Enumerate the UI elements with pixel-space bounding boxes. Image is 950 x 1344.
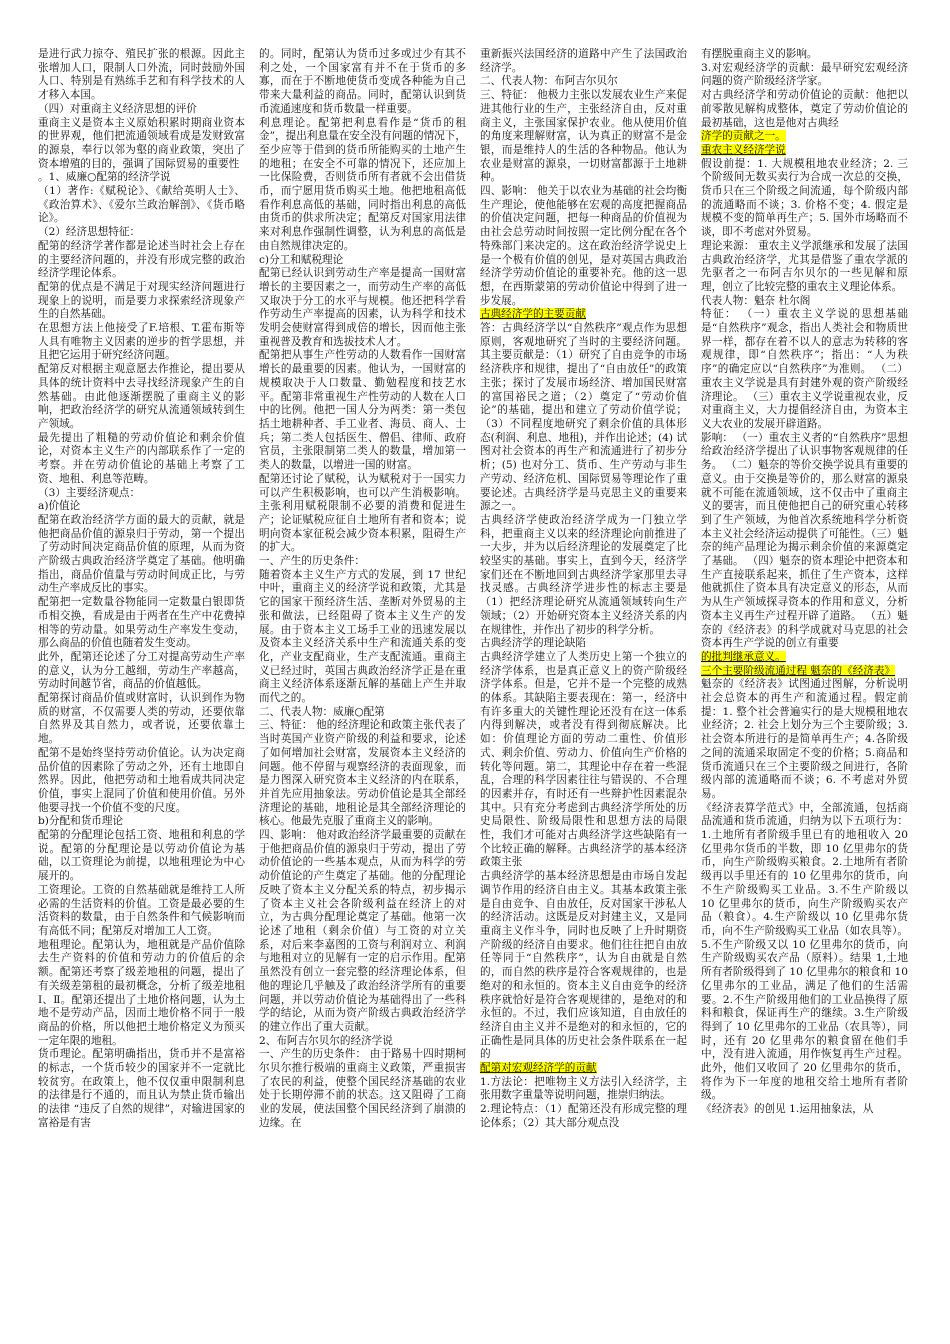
- paragraph: 代表人物：魁奈 杜尔阁: [701, 294, 811, 307]
- paragraph: 货币理论。配第明确指出，货币并不是富裕的标志，一个货币较少的国家并不一定就比较贫穷。在政策上，他不仅仅重申限制利息的法律是行不通的，而且认为禁止货币输出的法律 “违反了自然的规律”，对输进国家的富裕是有害: [38, 1048, 245, 1129]
- paragraph: 重商主义是资本主义原始积累时期商业资本的世界观，他们把流通领域看成是发财致富的源泉，奉行以邻为壑的商业政策，突出了资本增殖的目的，强调了国际贸易的重要性: [38, 116, 245, 170]
- paragraph: 配第的分配理论包括工资、地租和利息的学说。配第的分配理论是以劳动价值论为基础，以工资理论为前提，以地租理论为中心展开的。: [38, 829, 245, 883]
- paragraph: 地租理论。配第认为，地租就是产品价值除去生产资料的价值和劳动力的价值后的余额。配第还考察了级差地租的问题，提出了有关级差第租的最初概念，分析了级差地租Ⅰ、Ⅱ。配第还提出了土地价格问题，认为土地不是劳动产品，因而土地价格不同于一般商品的价格，所以他把土地价格定义为预买一定年限的地租。: [38, 938, 245, 1047]
- highlighted-heading: [701, 665, 908, 679]
- highlight-mark: 三个主要阶级流通过程 魁奈的《经济表》: [701, 664, 896, 677]
- highlight-mark: 重农主义经济学说: [701, 143, 786, 156]
- paragraph: 配第把一定数量谷物能同一定数量白银即货币相交换，看成是由于两者在生产中花费掉相等的劳动量。如果劳动生产率发生变动，那么商品的价值也随着发生变动。: [38, 596, 245, 650]
- text-column-2: [259, 48, 466, 1338]
- paragraph: 二、代表人物：布阿吉尔贝尔: [480, 75, 618, 88]
- highlighted-heading: [701, 130, 908, 144]
- paragraph: 《经济表》的创见 1.运用抽象法，从: [701, 1103, 874, 1116]
- paragraph: 重新振兴法国经济的道路中产生了法国政治经济学。: [480, 48, 687, 74]
- paragraph: 古典经济学的基本经济思想是由市场自发起调节作用的经济自由主义。其基本政策主张是自由竞争、自由放任，反对国家干涉私人的经济活动。这既是反对封建主义，又是同重商主义作斗争，同时也反映了上升时期资产阶级的经济自由要求。他们往往把自由放任等同于“自然秩序”，认为自由就是自然的，而自然的秩序是符合客观规律的，也是绝对的和永恒的。资本主义自由竞争的经济秩序就恰好是符合客观规律的，是绝对的和永恒的。不过，我们应该知道，自由放任的经济自由主义并不是绝对的和永恒的，它的正确性是同具体的历史社会条件联系在一起的: [480, 870, 687, 1061]
- paragraph: 1.方法论：把唯物主义方法引入经济学，主张用数字重量等说明问题，推崇归纳法。: [480, 1075, 687, 1102]
- text-column-3: [480, 48, 687, 1338]
- text-column-1: [38, 48, 245, 1338]
- paragraph: 四、影响： 他关于以农业为基础的社会均衡生产理论，使他能够在宏观的高度把握商品的价值决定问题，把每一种商品的价值视为由社会总劳动时间按照一定比例分配在各个特殊部门来决定的。这在政治经济学说史上是一个极有价值的创见，是对英国古典政治经济学劳动价值论的重要补充。他的这一思想，在西斯蒙第的劳动价值论中得到了进一步发展。: [480, 185, 687, 307]
- document-page: [38, 48, 910, 1338]
- paragraph: （四）对重商主义经济思想的评价: [38, 102, 197, 115]
- paragraph: 配第把从事生产性劳动的人数看作一国财富增长的最重要的因素。他认为，一国财富的规模取决于人口数量、勤勉程度和技艺水平。配第非常重视生产性劳动的人数在人口中的比例。他把一国人分为两类：第一类包括土地耕种者、手工业者、海员、商人、士兵；第二类人包括医生、僧侣、律师、政府官员，主张限制第二类人的数量，增加第一类人的数量，以增进一国的财富。: [259, 349, 466, 472]
- paragraph: 配第在政治经济学方面的最大的贡献，就是他把商品价值的源泉归于劳动，第一个提出了劳动时间决定商品价值的原理，从而为资产阶级古典政治经济学奠定了基础。他明确指出，商品价值量与劳动时间成正比，与劳动生产率成反比的事实。: [38, 513, 245, 595]
- paragraph: 配第的优点是不满足于对现实经济问题进行现象上的说明，而是要力求探索经济现象产生的自然基础。: [38, 280, 245, 321]
- paragraph: b)分配和货币理论: [38, 815, 124, 828]
- paragraph: 有摆脱重商主义的影响。: [701, 48, 818, 60]
- highlighted-heading: [480, 1062, 687, 1076]
- text-column-4: [701, 48, 908, 1338]
- highlight-mark: 的批判继承意义。: [701, 650, 786, 663]
- paragraph: 2.理论特点：（1）配第还没有形成完整的理论体系；（2）其大部分观点没: [480, 1103, 687, 1129]
- paragraph: 3.对宏观经济学的贡献：最早研究宏观经济问题的资产阶级经济学家。: [701, 61, 908, 88]
- paragraph: 二、代表人物：威廉○配第: [259, 705, 385, 718]
- paragraph: 假设前提：1. 大规模租地农业经济；2. 三个阶级间无数买卖行为合成一次总的交换，货币只在三个阶级之间流通，每个阶级内部的流通略而不谈；3. 价格不变；4. 假定是规模不变的简单再生产；5. 国外市场略而不谈，即不考虑对外贸易。: [701, 157, 908, 239]
- paragraph: 2、布阿吉尔贝尔的经济学说: [259, 1034, 393, 1047]
- paragraph: 利息理论。配第把利息看作是“货币的租金”，提出利息量在安全没有问题的情况下，至少应等于借到的货币所能购买的土地产生的地租；在安全不可靠的情况下，还应加上一比保险费，否则货币所有者就不会出借货币，而宁愿用货币购买土地。他把地租高低看作利息高低的基础，同时指出利息的高低由货币的供求所决定；配第反对国家用法律来对利息作强制性调整，认为利息的高低是由自然规律决定的。: [259, 116, 466, 252]
- highlighted-heading: [480, 308, 687, 322]
- paragraph: 随着资本主义生产方式的发展，到 17 世纪中叶，重商主义的经济学说和政策，尤其是它的国家干预经济生活、垄断对外贸易的主张和做法，已经阻碍了资本主义生产的发展。由于资本主义工场手工业的迅速发展以及资本主义经济关系中生产和流通关系的变化，产业支配商业，生产支配流通。重商主义已经过时，英国古典政治经济学正是在重商主义经济体系逐渐瓦解的基础上产生并取而代之的。: [259, 568, 466, 705]
- paragraph: 此外，配第还论述了分工对提高劳动生产率的意义，认为分工越细，劳动生产率越高，劳动时间越节省，商品的价值越低。: [38, 650, 245, 691]
- paragraph: 工资理论。工资的自然基础就是维持工人所必需的生活资料的价值。工资是最必要的生活资料的数量，由于自然条件和气候影响而有高低不同；配第反对增加工人工资。: [38, 883, 245, 937]
- paragraph: 对古典经济学和劳动价值论的贡献：他把以前零散见解构成整体，奠定了劳动价值论的最初基础，这也是他对古典经: [701, 89, 908, 129]
- paragraph: 三、特征： 他极力主张以发展农业生产来促进其他行业的生产，主张经济自由，反对重商主义，主张国家保护农业。他从使用价值的角度来理解财富，认为真正的财富不是金银，而是维持人的生活的各种物品。他认为农业是财富的源泉，一切财富都源于土地耕种。: [480, 89, 687, 184]
- paragraph: 一、产生的历史条件：: [259, 555, 365, 568]
- highlighted-heading: [701, 651, 908, 665]
- paragraph: 配第探讨商品价值或财富时，认识到作为物质的财富，不仅需要人类的劳动，还要依靠自然界及其自然力，或者说，还要依靠土地。: [38, 692, 245, 746]
- paragraph: 特征： （一）重农主义学说的思想基础是“自然秩序”观念，指出人类社会和物质世界一样，都存在着不以人的意志为转移的客观规律，即“自然秩序”；指出：“人为秩序”的确定应以“自然秩序”为准则。 （二）重农主义学说是具有封建外观的资产阶级经济理论。 （三）重农主义学说重视农业，反对重商主义，大力提倡经济自由，为资本主义大农业的发展开辟道路。: [701, 308, 908, 430]
- paragraph: a)价值论: [38, 500, 81, 513]
- paragraph: 三、特征： 他的经济理论和政策主张代表了当时英国产业资产阶级的利益和要求，论述了如何增加社会财富，发展资本主义经济的问题。他不停留与观察经济的表面现象，而是力图深入研究资本主义经济的内在联系，并首先应用抽象法。劳动价值论是其全部经济理论的基础，地租论是其全部经济理论的核心。他最先克服了重商主义的影响。: [259, 719, 466, 828]
- paragraph: 在思想方法上他接受了F.培根、T.霍布斯等人具有唯物主义因素的逆步的哲学思想，并且把它运用于研究经济问题。: [38, 322, 245, 362]
- paragraph: 的。同时，配第认为货币过多或过少有其不利之处，一个国家富有并不在于货币的多寡，而在于不断地使货币变成各种能为自己带来大量利益的商品。同时，配第认识到货币流通速度和货币数量一样重要。: [259, 48, 466, 115]
- highlight-mark: 古典经济学的主要贡献: [480, 308, 586, 321]
- paragraph: （2）经济思想特征：: [38, 226, 141, 239]
- highlight-mark: 配第对宏观经济学的贡献: [480, 1062, 597, 1075]
- paragraph: 古典经济学建立了人类历史上第一个独立的经济学体系，也是真正意义上的资产阶级经济学体系。但是，它并不是一个完整的成熟的体系。其缺陷主要表现在：第一，经济中有许多重大的关键性理论还没有在这一体系内得到解决，或者没有得到彻底解决。比如：价值理论方面的劳动二重性、价值形式、剩余价值、劳动力、价值向生产价格的转化等问题。第二，其理论中存在着一些混乱，合理的科学因素往往与错误的、不合理的因素并存，有时还有一些辩护性因素混杂其中。只有充分考虑到古典经济学所处的历史局限性、阶级局限性和思想方法的局限性，我们才可能对古典经济学这些缺陷有一个比较正确的解释。古典经济学的基本经济政策主张: [480, 650, 687, 869]
- paragraph: 配第还讨论了赋税，认为赋税对于一国实力可以产生积极影响，也可以产生消极影响。主张利用赋税限制不必要的消费和促进生产；论证赋税应征自土地所有者和资本；说明向资本家征税会减少资本积累，阻碍生产的扩大。: [259, 472, 466, 554]
- paragraph: 是进行武力掠夺、殖民扩张的根源。因此主张增加人口，限制人口外流，同时鼓励外国人口、特别是有熟练手艺和有科学技术的人才移入本国。: [38, 48, 245, 102]
- paragraph: 古典经济学使政治经济学成为一门独立学科，把重商主义以来的经济理论向前推进了一大步，并为以后经济理论的发展奠定了比较坚实的基础。事实上，直到今天，经济学家们还在不断地回到古典经济学家那里去寻找灵感。古典经济学进步性的标志主要是（1）把经济理论研究从流通领域转向生产领域；（2）开始研究资本主义经济关系的内在规律性，并作出了初步的科学分析。: [480, 513, 687, 636]
- paragraph: 古典经济学的理论缺陷: [480, 637, 586, 650]
- paragraph: 配第反对根据主观意愿去作推论，提出要从具体的统计资料中去寻找经济现象产生的自然基础。由此他逐渐摆脱了重商主义的影响，把政治经济学的研究从流通领域转到生产领域。: [38, 363, 245, 430]
- paragraph: c)分工和赋税理论: [259, 253, 344, 266]
- paragraph: 最先提出了粗糙的劳动价值论和剩余价值论，对资本主义生产的内部联系作了一定的考察。并在劳动价值论的基础上考察了工资、地租、利息等范畴。: [38, 431, 245, 485]
- paragraph: 。1、威廉○配第的经济学说: [38, 171, 171, 184]
- paragraph: 魁奈的《经济表》试图通过图解，分析说明社会总资本的再生产和流通过程。假定前提：1. 整个社会普遍实行的是大规模租地农业经济；2. 社会上划分为三个主要阶级；3.社会资本所进行的是简单再生产；4.各阶级之间的流通采取固定不变的价格；5.商品和货币流通只在三个主要阶级之间进行，各阶级内部的流通略而不谈；6. 不考虑对外贸易。: [701, 678, 908, 800]
- paragraph: 《经济表算学范式》中，全部流通，包括商品流通和货币流通，归纳为以下五项行为：1.土地所有者阶级手里已有的地租收入 20 亿里弗尔货币的半数，即 10 亿里弗尔的货币，向生产阶级购买粮食。2.土地所有者阶级再以手里还有的 10 亿里弗尔的货币，向不生产阶级购买工业品。3.不生产阶级以 10 亿里弗尔的货币，向生产阶级购买农产品（粮食）。4.生产阶级以 10 亿里弗尔货币，向不生产阶级购买工业品（如农具等）。5.不生产阶级又以 10 亿里弗尔的货币，向生产阶级购买农产品（原料）。结果 1,土地所有者阶级得到了 10 亿里弗尔的粮食和 10 亿里弗尔的工业品，满足了他们的生活需要。2.不生产阶级用他们的工业品换得了原料和粮食，保证再生产的继续。3.生产阶级得到了 10 亿里弗尔的工业品（农具等），同时，还有 20 亿里弗尔的粮食留在他们手中，没有进入流通，用作恢复再生产过程。此外，他们又收回了 20 亿里弗尔的货币，将作为下一年度的地租交给土地所有者阶级。: [701, 801, 908, 1102]
- paragraph: 配第的经济学著作都是论述当时社会上存在的主要经济问题的，并没有形成完整的政治经济学理论体系。: [38, 239, 245, 280]
- paragraph: 理论来源： 重农主义学派继承和发展了法国古典政治经济学，尤其是借鉴了重农学派的先驱者之一布阿吉尔贝尔的一些见解和原理，创立了比较完整的重农主义理论体系。: [701, 239, 908, 293]
- paragraph: （3）主要经济观点：: [38, 486, 141, 499]
- paragraph: 配第已经认识到劳动生产率是提高一国财富增长的主要因素之一，而劳动生产率的高低又取决于分工的水平与规模。他还把科学看作劳动生产率提高的因素，认为科学和技术发明会使财富得到成倍的增长，因而他主张重视普及教育和选拔技术人才。: [259, 267, 466, 348]
- paragraph: 答：古典经济学以“自然秩序”观点作为思想原则，客观地研究了当时的主要经济问题。其主要贡献是：（1）研究了自由竞争的市场经济秩序和规律，提出了“自由放任”的政策主张；探讨了发展市场经济、增加国民财富的富国裕民之道；（2）奠定了“劳动价值论”的基础，提出和建立了劳动价值学说；（3）不同程度地研究了剩余价值的具体形态(利润、利息、地租)，并作出论述；(4) 试图对社会资本的再生产和流通进行了初步分析；(5) 也对分工、货币、生产劳动与非生产劳动、经济危机、国际贸易等理论作了重要论述。古典经济学是马克思主义的重要来源之一。: [480, 322, 687, 513]
- highlighted-heading: [701, 144, 908, 158]
- paragraph: 配第不是始终坚持劳动价值论。认为决定商品价值的因素除了劳动之外，还有土地即自然界。因此，他把劳动和土地看成共同决定价值，事实上混同了价值和使用价值。另外他要寻找一个价值不变的尺度。: [38, 746, 245, 814]
- paragraph: （1）著作:《赋税论》、《献给英明人士》、《政治算术》、《爱尔兰政治解剖》、《货币略论》。: [38, 185, 245, 225]
- highlight-mark: 济学的贡献之一。: [701, 130, 786, 143]
- paragraph: 影响： （一）重农主义者的“自然秩序”思想给政治经济学提出了认识事物客观规律的任务。 （二）魁奈的等价交换学说具有重要的意义。由于交换是等价的，那么财富的源泉就不可能在流通领域，这不仅击中了重商主义的要害，而且使他把自己的研究重心转移到了生产领域，为他首次系统地科学分析资本主义社会经济运动提供了可能性。（三）魁奈的纯产品理论为揭示剩余价值的来源奠定了基础。 （四）魁奈的资本理论中把资本和生产直接联系起来，抓住了生产资本，这样他就抓住了资本具有决定意义的形态，从而为从生产领域探寻资本的作用和意义，分析资本主义再生产过程开辟了道路。 （五）魁奈的《经济表》的科学成就对马克思的社会资本再生产学说的创立有重要: [701, 431, 908, 650]
- paragraph: 四、影响： 他对政治经济学最重要的贡献在于他把商品价值的源泉归于劳动，提出了劳动价值论的一些基本观点，从而为科学的劳动价值论的产生奠定了基础。他的分配理论反映了资本主义分配关系的特点，初步揭示了资本主义社会各阶级利益在经济上的对立，为古典分配理论奠定了基础。他第一次论述了地租（剩余价值）与工资的对立关系，对后来李嘉图的工资与利润对立、利润与地租对立的见解有一定的启示作用。配第虽然没有创立一套完整的经济理论体系，但他的理论几乎触及了政治经济学所有的重要问题，并以劳动价值论为基础得出了一些科学的结论，从而为资产阶级古典政治经济学的建立作出了重大贡献。: [259, 829, 466, 1033]
- paragraph: 一、产生的历史条件： 由于路易十四时期柯尔贝尔推行极端的重商主义政策，严重损害了农民的利益，使整个国民经济基础的农业处于长期停滞不前的状态。这又阻碍了工商业的发展，使法国整个国民经济到了崩溃的边缘。在: [259, 1048, 466, 1129]
